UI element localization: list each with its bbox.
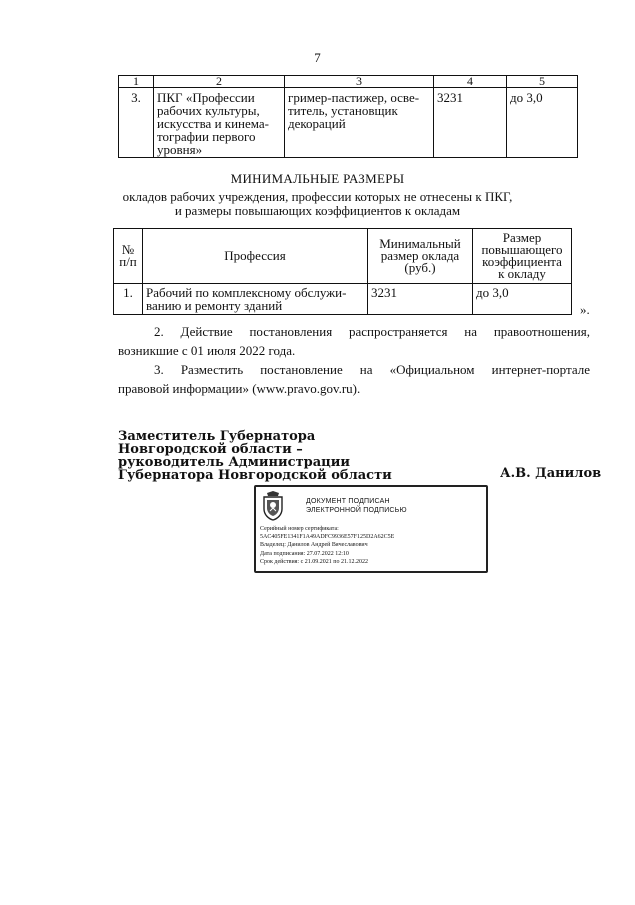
section-title: МИНИМАЛЬНЫЕ РАЗМЕРЫ xyxy=(230,171,405,186)
col-header-salary: Минимальный размер оклада (руб.) xyxy=(368,229,473,284)
stamp-details: Серийный номер сертификата: 5AC405FE1341F1A49ADFC9936E57F125D2A62C5E Владелец: Данилов Андрей Вячеславович Дата подписания: 27.07.2022 12:10 Срок действия: с 21.09.2021 по 21.12.2022 xyxy=(260,526,395,565)
e-signature-stamp xyxy=(254,485,488,573)
coat-of-arms-icon xyxy=(262,491,284,521)
table-header-row xyxy=(114,229,572,284)
table-header-row xyxy=(119,76,578,88)
col-header-5: 5 xyxy=(507,76,578,88)
salary-cell: 3231 xyxy=(434,88,507,158)
col-header-2: 2 xyxy=(154,76,285,88)
salary-cell: 3231 xyxy=(368,284,473,315)
col-header-4: 4 xyxy=(434,76,507,88)
stamp-title: ДОКУМЕНТ ПОДПИСАН ЭЛЕКТРОННОЙ ПОДПИСЬЮ xyxy=(306,498,407,514)
col-header-profession: Профессия xyxy=(143,229,368,284)
page-number: 7 xyxy=(314,50,321,65)
table-continuation xyxy=(118,75,578,158)
closing-quote: ». xyxy=(580,302,590,317)
section-subtitle-line-1: окладов рабочих учреждения, профессии которых не отнесены к ПКГ, xyxy=(122,189,513,204)
col-header-3: 3 xyxy=(285,76,434,88)
section-subtitle-line-2: и размеры повышающих коэффициентов к окладам xyxy=(174,203,461,218)
paragraph-3: 3. Разместить постановление на «Официальном интернет-портале правовой информации» (www.pravo.gov.ru). xyxy=(118,362,590,396)
col-header-1: 1 xyxy=(119,76,154,88)
paragraph-2: 2. Действие постановления распространяется на правоотношения, возникшие с 01 июля 2022 года. xyxy=(118,324,590,358)
col-header-coefficient: Размер повышающего коэффициента к окладу xyxy=(473,229,572,284)
row-number: 1. xyxy=(114,284,143,315)
coefficient-cell: до 3,0 xyxy=(507,88,578,158)
row-number: 3. xyxy=(119,88,154,158)
profession-cell: Рабочий по комплексному обслужи- ванию и ремонту зданий xyxy=(143,284,368,315)
coefficient-cell: до 3,0 xyxy=(473,284,572,315)
signatory-name: А.В. Данилов xyxy=(500,466,602,481)
qualification-group: ПКГ «Профессии рабочих культуры, искусства и кинема- тографии первого уровня» xyxy=(154,88,285,158)
salary-table xyxy=(113,228,572,315)
signatory-position: Заместитель Губернатора Новгородской области – руководитель Администрации Губернатора Новгородской области xyxy=(118,429,392,483)
col-header-number: № п/п xyxy=(114,229,143,284)
professions-cell: гример-пастижер, осве- титель, установщик декораций xyxy=(285,88,434,158)
table-row xyxy=(114,284,572,315)
table-row xyxy=(119,88,578,158)
